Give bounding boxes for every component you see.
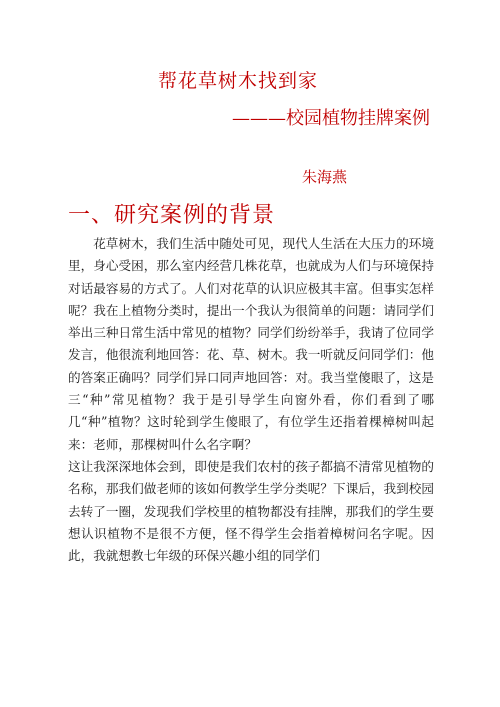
body-text [68,233,434,567]
document-subtitle: ———校园植物挂牌案例 [232,108,430,129]
paragraph: 这让我深深地体会到，即使是我们农村的孩子都搞不清常见植物的名称，那我们做老师的该如何教学生学分类呢？下课后，我到校园去转了一圈，发现我们学校里的植物都没有挂牌，那我们的学生要想认识植物不是很不方便，怪不得学生会指着樟树问名字呢。因此，我就想教七年级的环保兴趣小组的同学们 [68,458,434,564]
paragraph: 花草树木，我们生活中随处可见，现代人生活在大压力的环境里，身心受困，那么室内经营几株花草，也就成为人们与环境保持对话最容易的方式了。人们对花草的认识应极其丰富。但事实怎样呢？我在上植物分类时，提出一个我认为很简单的问题：请同学们举出三种日常生活中常见的植物？同学们纷纷举手，我请了位同学发言，他很流利地回答：花、草、树木。我一听就反问同学们：他的答案正确吗？同学们异口同声地回答：对。我当堂傻眼了，这是三“种”常见植物？我于是引导学生向窗外看，你们看到了哪几“种”植物？这时轮到学生傻眼了，有位学生还指着棵樟树叫起来：老师，那棵树叫什么名字啊？ [68,236,434,452]
section-heading: 一、研究案例的背景 [68,203,276,228]
document-title: 帮花草树木找到家 [158,70,319,92]
author-name: 朱海燕 [302,168,348,186]
